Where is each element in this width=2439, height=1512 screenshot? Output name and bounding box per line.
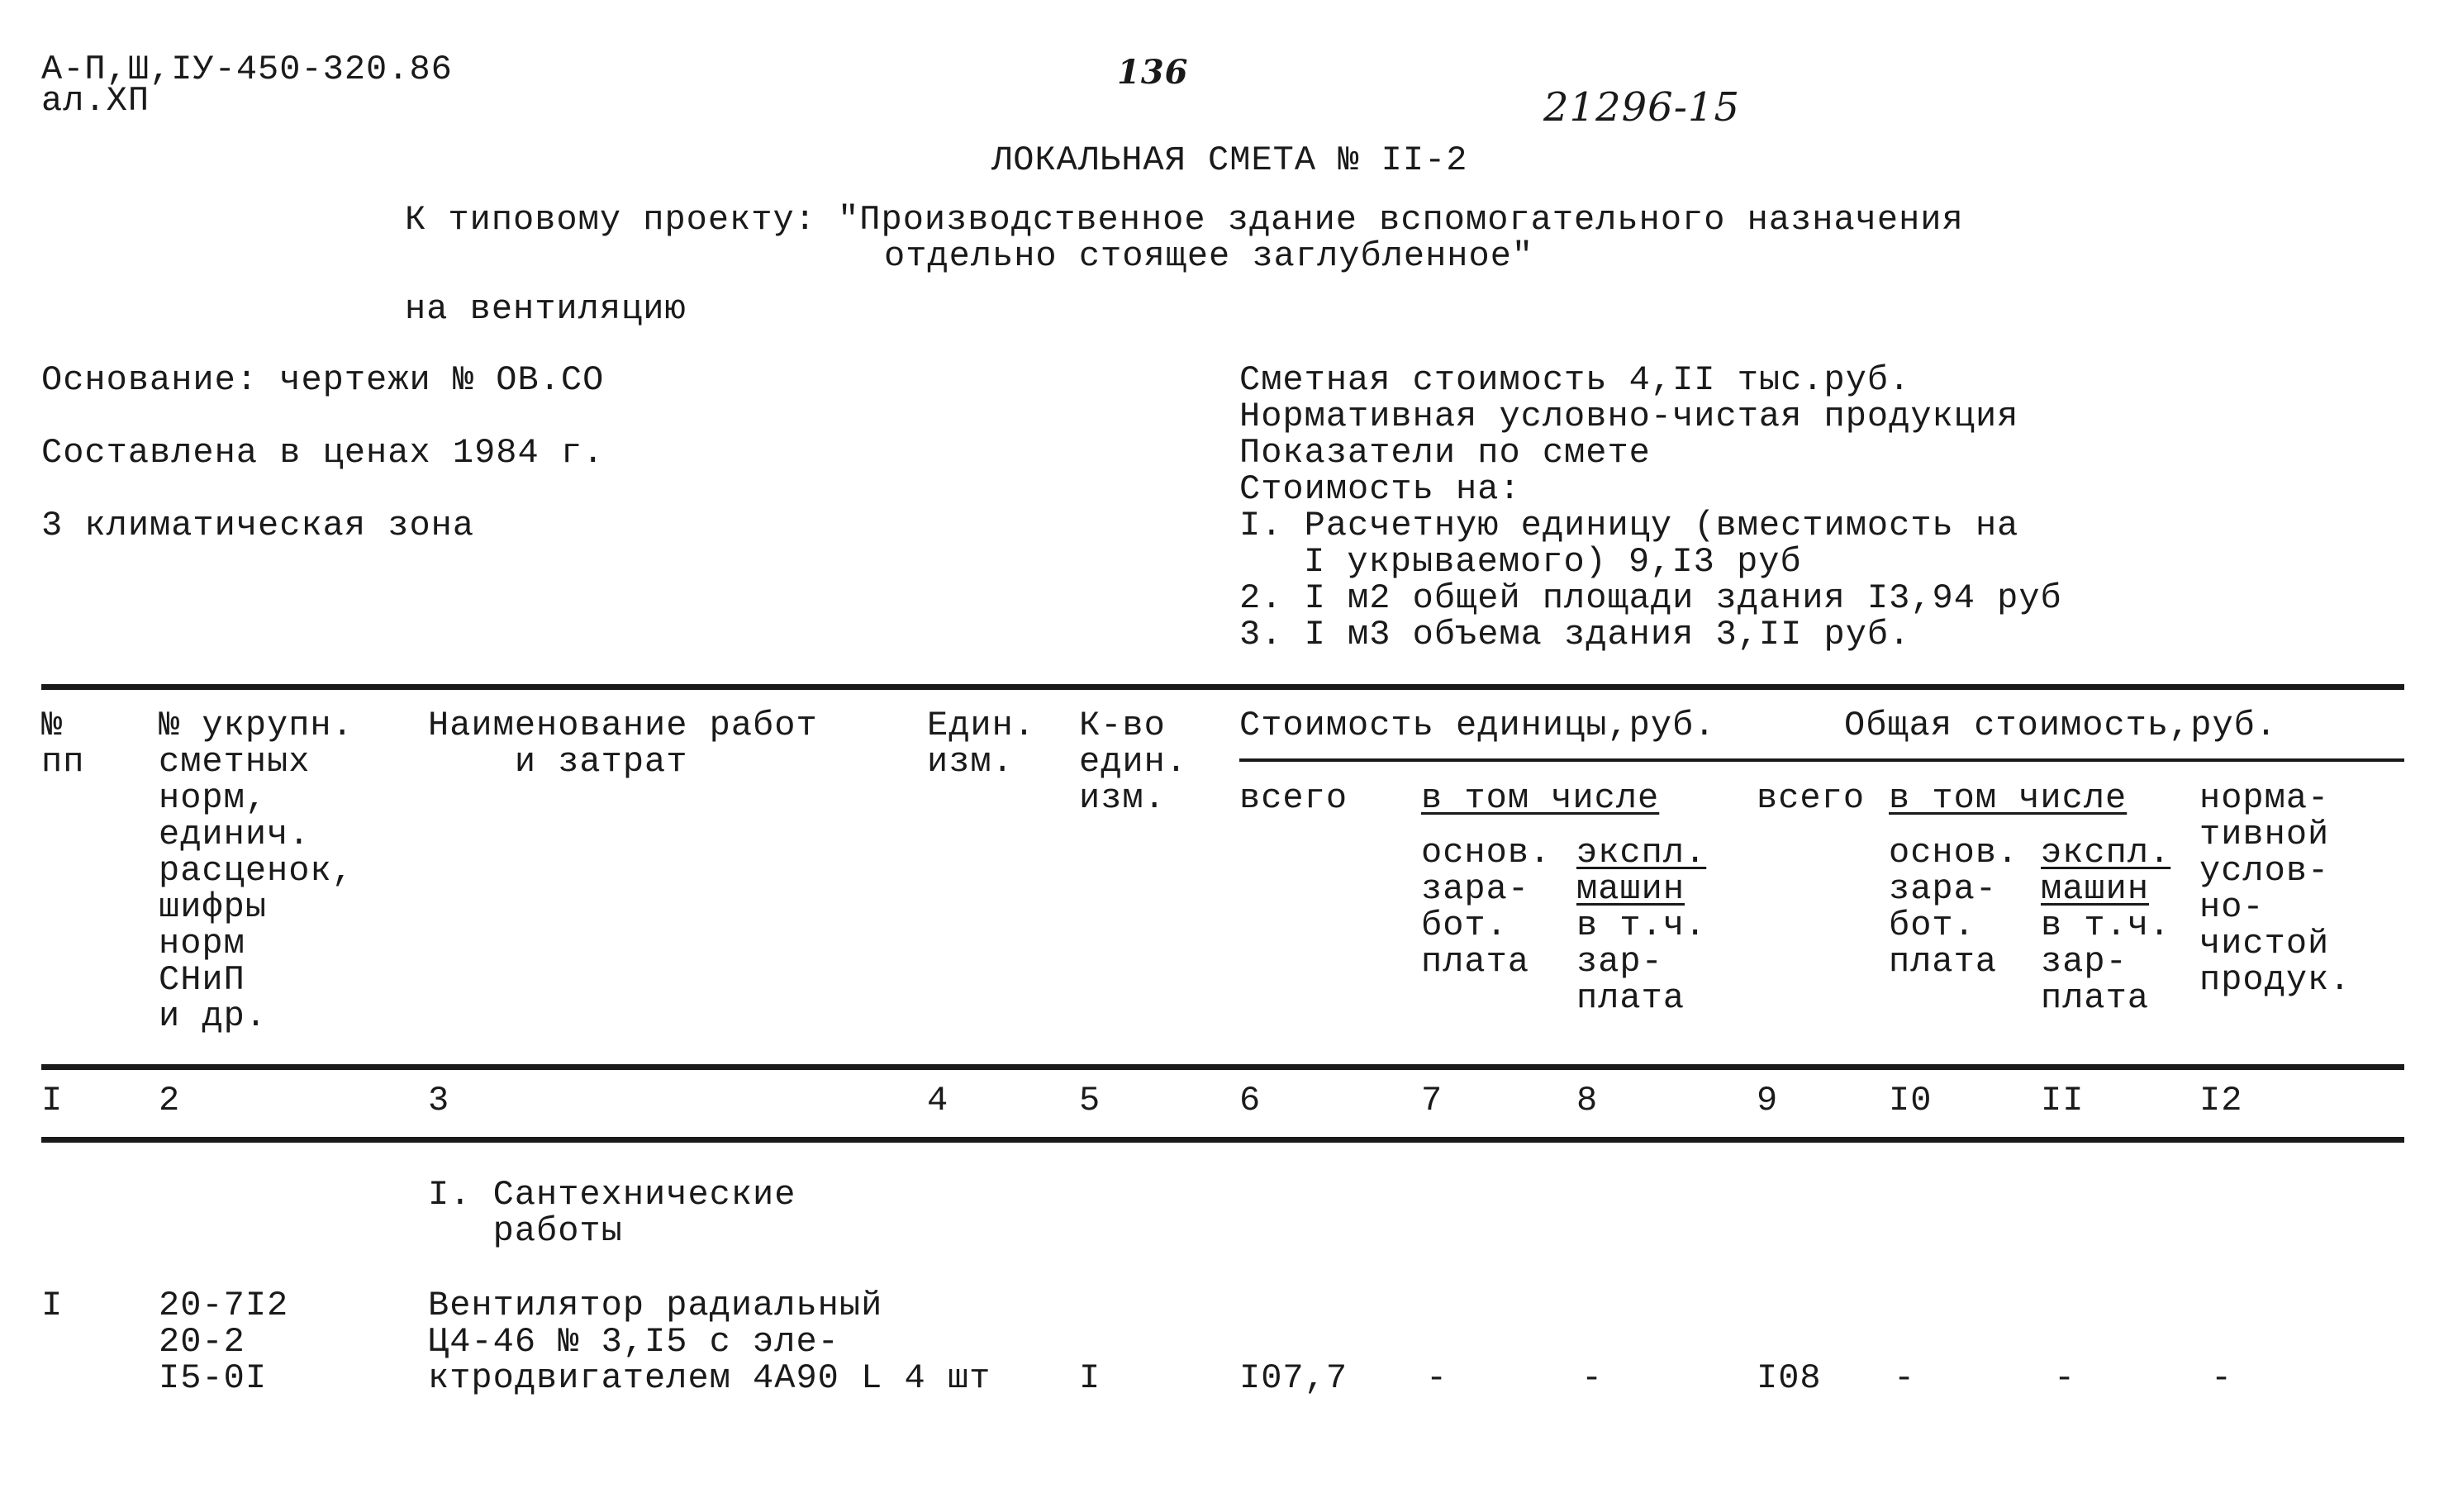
col-header-unit-machine-wage: в т.ч. зар- плата bbox=[1576, 906, 1707, 1018]
column-number: 9 bbox=[1757, 1081, 1779, 1120]
basis-line: Основание: чертежи № ОВ.СО bbox=[41, 360, 605, 400]
col-header-name: Наименование работ и затрат bbox=[428, 706, 818, 782]
row-total-machines: - bbox=[2054, 1358, 2076, 1398]
estimate-cost: Сметная стоимость 4,II тыс.руб. bbox=[1239, 360, 1911, 400]
album-number: ал.XП bbox=[41, 81, 150, 121]
project-line-1: К типовому проекту: "Производственное здание вспомогательного назначения bbox=[405, 200, 1964, 240]
prices-line: Составлена в ценах 1984 г. bbox=[41, 433, 605, 473]
table-top-rule bbox=[41, 684, 2404, 690]
column-number: 8 bbox=[1576, 1081, 1599, 1120]
column-numbers-rule bbox=[41, 1137, 2404, 1143]
row-code: 20-7I2 20-2 I5-0I bbox=[159, 1286, 289, 1398]
project-line-2: отдельно стоящее заглубленное" bbox=[884, 236, 1534, 276]
header-bottom-rule bbox=[41, 1064, 2404, 1070]
column-number: II bbox=[2041, 1081, 2085, 1120]
cost-per-unit-cont: I укрываемого) 9,I3 руб bbox=[1304, 542, 1802, 582]
cost-per-m2: 2. I м2 общей площади здания I3,94 руб bbox=[1239, 578, 2062, 618]
row-normative: - bbox=[2211, 1358, 2233, 1398]
col-header-total-wage: основ. зара- бот. плата bbox=[1889, 833, 2019, 982]
col-header-qty: К-во един. изм. bbox=[1079, 706, 1188, 818]
col-header-total-machines: экспл. машин bbox=[2041, 833, 2171, 909]
column-number: 5 bbox=[1079, 1081, 1101, 1120]
doc-number: 21296-15 bbox=[1543, 84, 1740, 131]
col-header-unit-total: всего bbox=[1239, 778, 1348, 818]
normative-product: Нормативная условно-чистая продукция bbox=[1239, 397, 2019, 436]
estimate-title: ЛОКАЛЬНАЯ СМЕТА № II-2 bbox=[991, 140, 1468, 180]
climate-zone-line: 3 климатическая зона bbox=[41, 506, 475, 545]
cost-per-title: Стоимость на: bbox=[1239, 469, 1521, 509]
cost-per-m3: 3. I м3 объема здания 3,II руб. bbox=[1239, 615, 1911, 654]
row-num: I bbox=[41, 1286, 64, 1325]
col-header-num: № пп bbox=[41, 706, 85, 782]
row-unit-machines: - bbox=[1581, 1358, 1604, 1398]
column-number: 6 bbox=[1239, 1081, 1262, 1120]
column-number: 2 bbox=[159, 1081, 181, 1120]
section-title: I. Сантехнические работы bbox=[428, 1175, 796, 1251]
row-name: Вентилятор радиальный Ц4-46 № 3,I5 с эле- ктродвигателем 4А90 L 4 шт bbox=[428, 1286, 991, 1398]
col-header-normative: норма- тивной услов- но- чистой продук. bbox=[2199, 778, 2351, 1000]
col-header-total-machine-wage: в т.ч. зар- плата bbox=[2041, 906, 2171, 1018]
column-number: 4 bbox=[927, 1081, 949, 1120]
document-code: А-П,Ш,IУ-450-320.86 bbox=[41, 50, 453, 89]
row-total-wage: - bbox=[1894, 1358, 1916, 1398]
row-unit-total: I07,7 bbox=[1239, 1358, 1348, 1398]
col-header-unit-including: в том числе bbox=[1421, 778, 1660, 818]
col-header-total-including: в том числе bbox=[1889, 778, 2128, 818]
column-number: 7 bbox=[1421, 1081, 1443, 1120]
column-number: I bbox=[41, 1081, 64, 1120]
unit-cost-rule bbox=[1239, 758, 2404, 762]
col-header-unit-wage: основ. зара- бот. плата bbox=[1421, 833, 1552, 982]
estimate-subject: на вентиляцию bbox=[405, 289, 687, 329]
row-qty: I bbox=[1079, 1358, 1101, 1398]
group-header-total-cost: Общая стоимость,руб. bbox=[1844, 706, 2278, 745]
row-unit-wage: - bbox=[1426, 1358, 1448, 1398]
col-header-code: № укрупн. сметных норм, единич. расценок, шифры норм СНиП и др. bbox=[159, 706, 354, 1036]
column-number: 3 bbox=[428, 1081, 450, 1120]
cost-per-unit: I. Расчетную единицу (вместимость на bbox=[1239, 506, 2019, 545]
col-header-unit: Един. изм. bbox=[927, 706, 1036, 782]
page-number: 136 bbox=[1117, 53, 1189, 92]
col-header-unit-machines: экспл. машин bbox=[1576, 833, 1707, 909]
indicators-title: Показатели по смете bbox=[1239, 433, 1651, 473]
column-number: I0 bbox=[1889, 1081, 1933, 1120]
column-number: I2 bbox=[2199, 1081, 2243, 1120]
row-total: I08 bbox=[1757, 1358, 1822, 1398]
col-header-total: всего bbox=[1757, 778, 1866, 818]
group-header-unit-cost: Стоимость единицы,руб. bbox=[1239, 706, 1716, 745]
